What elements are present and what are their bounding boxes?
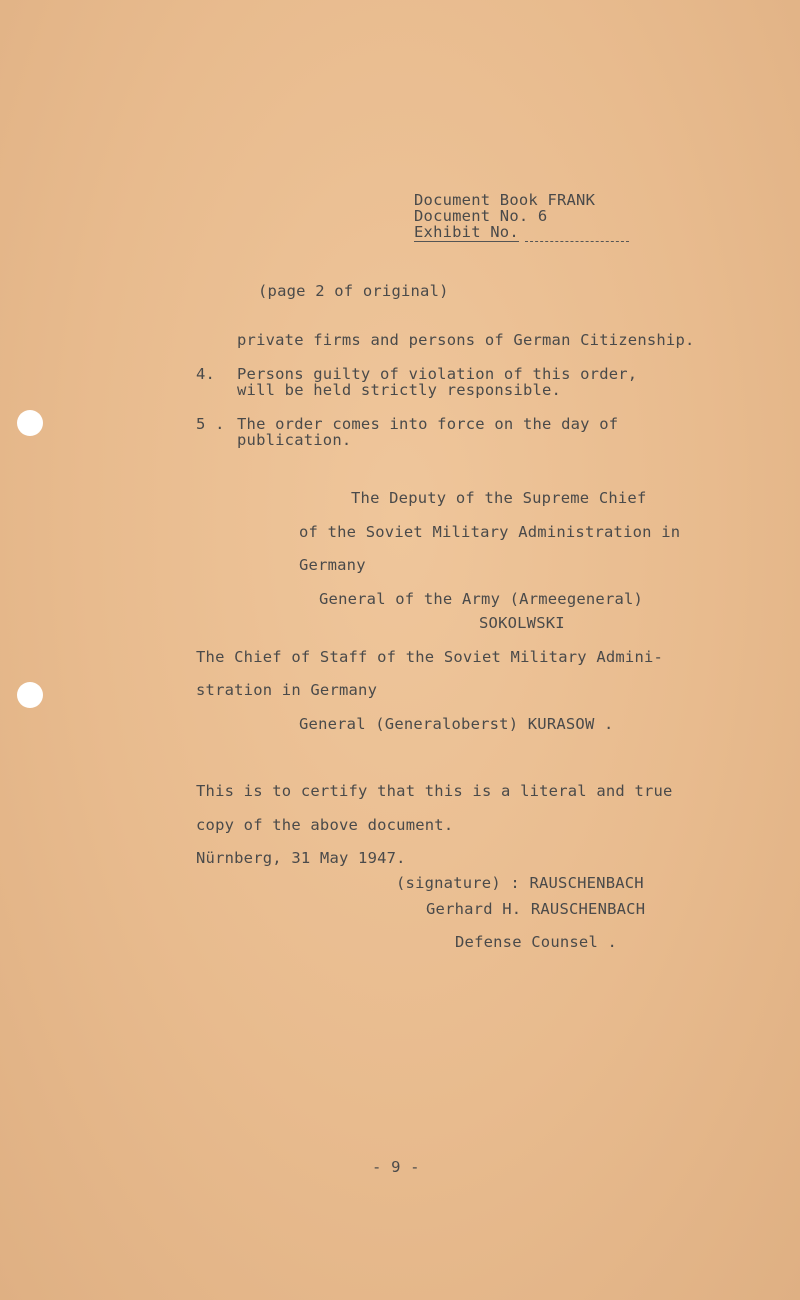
item-4-line-1: Persons guilty of violation of this order, [237,365,638,383]
deputy-title-line-3: Germany [299,556,366,574]
counsel-title: Defense Counsel . [455,933,618,951]
deputy-rank: General of the Army (Armeegeneral) [319,590,644,608]
chief-title-line-1: The Chief of Staff of the Soviet Military Admini- [196,648,664,666]
item-4-line-2: will be held strictly responsible. [237,381,562,399]
item-5-line-2: publication. [237,431,352,449]
signature-line: (signature) : RAUSCHENBACH [396,874,644,892]
deputy-title-line-1: The Deputy of the Supreme Chief [351,489,647,507]
item-5-number: 5 . [196,415,225,433]
place-date: Nürnberg, 31 May 1947. [196,849,406,867]
item-4-number: 4. [196,365,216,383]
continuation-text: private firms and persons of German Citizenship. [237,331,695,349]
certification-line-1: This is to certify that this is a literal and true [196,782,673,800]
exhibit-blank-line [525,241,629,242]
punch-hole [17,410,43,436]
header-document-book: Document Book FRANK [414,191,596,209]
chief-title-line-2: stration in Germany [196,681,378,699]
page-number: - 9 - [372,1158,420,1176]
certification-line-2: copy of the above document. [196,816,454,834]
chief-rank-name: General (Generaloberst) KURASOW . [299,715,614,733]
header-document-number: Document No. 6 [414,207,548,225]
page-note: (page 2 of original) [258,282,449,300]
header-exhibit-number: Exhibit No. [414,223,519,241]
counsel-name: Gerhard H. RAUSCHENBACH [426,900,646,918]
punch-hole [17,682,43,708]
item-5-line-1: The order comes into force on the day of [237,415,619,433]
deputy-title-line-2: of the Soviet Military Administration in [299,523,681,541]
deputy-name: SOKOLWSKI [479,614,565,632]
